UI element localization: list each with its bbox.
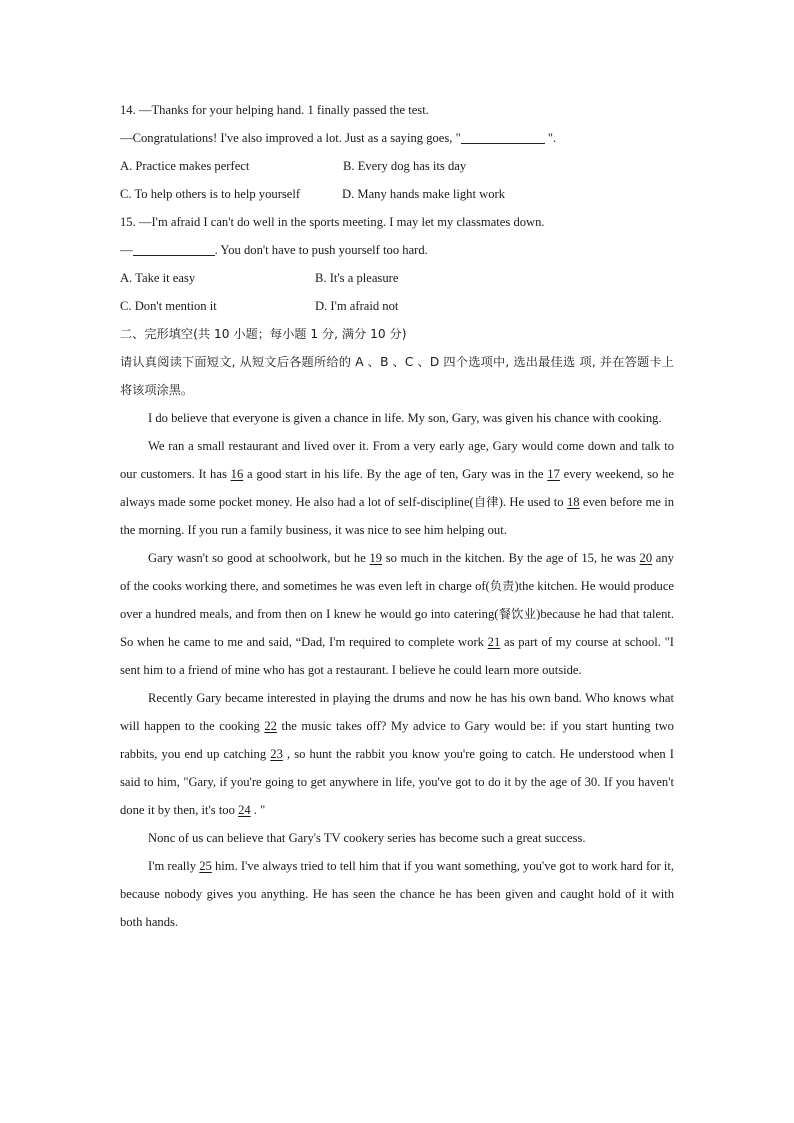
chinese-gloss: 自律	[473, 495, 499, 509]
q15-option-c: C. Don't mention it	[120, 299, 217, 313]
q14-option-c: C. To help others is to help yourself	[120, 187, 301, 201]
q15-options-row2	[120, 292, 674, 320]
chinese-gloss: 餐饮业	[498, 607, 537, 621]
passage-paragraph-3: Gary wasn't so good at schoolwork, but he 19 so much in the kitchen. By the age of 15, he was 20 any of the cooks working there, and sometimes he was even left in charge of(负责)the kitchen. He would produce over a hundred meals, and from then on I knew he would go into catering(餐饮业)because he had that talent. So when he came to me and said, “Dad, I'm required to complete work 21 as part of my course at school. "I sent him to a friend of mine who has got a restaurant. I believe he could learn more outside.	[120, 551, 675, 677]
q14-option-a: A. Practice makes perfect	[120, 159, 250, 173]
passage-paragraph-1: I do believe that everyone is given a chance in life. My son, Gary, was given his chance with cooking.	[148, 411, 662, 425]
blank-number: 21	[487, 635, 501, 649]
passage-paragraph-2: We ran a small restaurant and lived over it. From a very early age, Gary would come down and talk to our customers. It has 16 a good start in his life. By the age of ten, Gary was in the 17 every weekend, so he always made some pocket money. He also had a lot of self-discipline(自律). He used to 18 even before me in the morning. If you run a family business, it was nice to see him helping out.	[120, 439, 674, 537]
chinese-gloss: 负责	[489, 579, 515, 593]
q15-options-row1	[120, 264, 674, 292]
blank-number: 17	[547, 467, 560, 481]
q14-response-end: ".	[544, 131, 557, 145]
q15-option-a: A. Take it easy	[120, 271, 196, 285]
q15-option-b: B. It's a pleasure	[315, 271, 399, 285]
blank-number: 16	[230, 467, 244, 481]
blank-number: 22	[264, 719, 277, 733]
section-heading: 二、完形填空(共 10 小题；每小题 1 分, 满分 10 分)	[120, 327, 407, 341]
section-instruction: 请认真阅读下面短文, 从短文后各题所给的 A 、B 、C 、D 四个选项中, 选出最佳选 项, 并在答题卡上将该项涂黑。	[120, 355, 674, 397]
passage-paragraph-6: I'm really 25 him. I've always tried to tell him that if you want something, you've got to work hard for it, because nobody gives you anything. He has seen the chance he has been given and caught hold of it with both hands.	[120, 859, 674, 929]
q14-answer-blank	[461, 129, 545, 144]
passage-paragraph-5: Nonc of us can believe that Gary's TV cookery series has become such a great success.	[148, 831, 586, 845]
q14-response	[120, 124, 674, 152]
q14-option-b: B. Every dog has its day	[343, 159, 467, 173]
q14-stem: 14. —Thanks for your helping hand. 1 finally passed the test.	[120, 103, 429, 117]
cloze-passage	[120, 404, 674, 936]
blank-number: 23	[270, 747, 283, 761]
q15-answer-blank	[133, 241, 215, 256]
passage-paragraph-4: Recently Gary became interested in playing the drums and now he has his own band. Who knows what will happen to the cooking 22 the music takes off? My advice to Gary would be: if you start hunting two rabbits, you end up catching 23 , so hunt the rabbit you know you're going to catch. He understood when I said to him, "Gary, if you're going to get anywhere in life, you've got to do it by the age of 30. If you haven't done it by then, it's too 24 . "	[120, 691, 675, 817]
q15-option-d: D. I'm afraid not	[315, 299, 399, 313]
q15-response	[120, 236, 674, 264]
q15-stem: 15. —I'm afraid I can't do well in the sports meeting. I may let my classmates down.	[120, 215, 545, 229]
blank-number: 25	[199, 859, 212, 873]
q14-option-d: D. Many hands make light work	[342, 187, 505, 201]
blank-number: 24	[238, 803, 251, 817]
blank-number: 19	[369, 551, 383, 565]
q15-response-text: . You don't have to push yourself too hard.	[214, 243, 428, 257]
q14-options-row2	[120, 180, 674, 208]
q14-response-text: —Congratulations! I've also improved a lot. Just as a saying goes, "	[120, 131, 461, 145]
exam-page	[120, 96, 674, 936]
blank-number: 18	[566, 495, 580, 509]
blank-number: 20	[639, 551, 653, 565]
q14-options-row1	[120, 152, 674, 180]
q15-response-dash: —	[120, 243, 133, 257]
